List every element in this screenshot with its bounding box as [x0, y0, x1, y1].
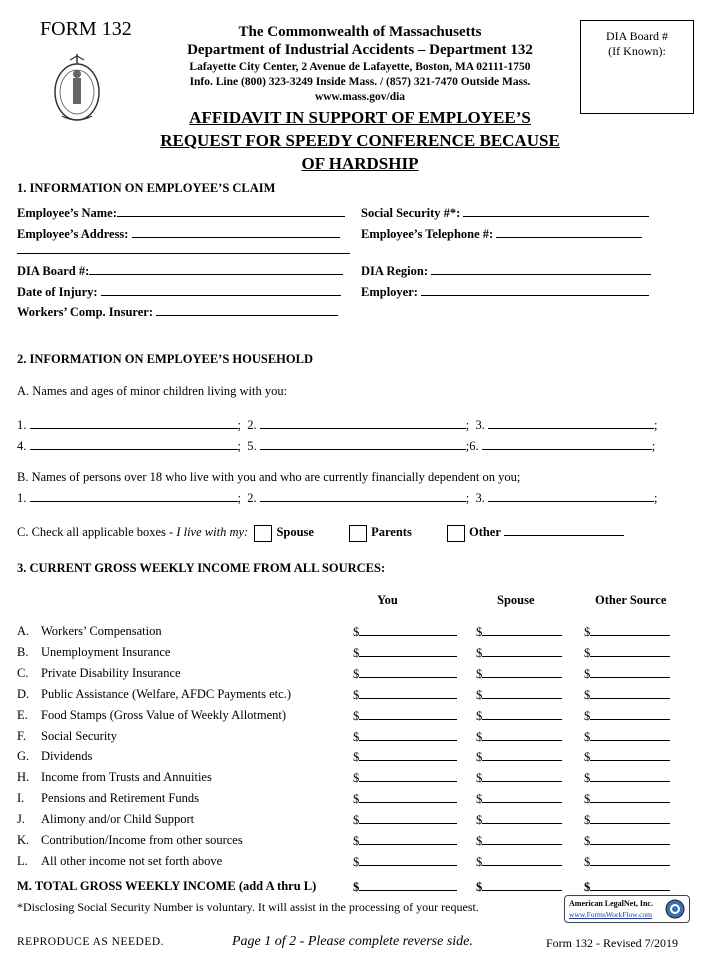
- income-you-field[interactable]: [353, 854, 457, 870]
- item-number: 3.: [475, 418, 485, 432]
- column-header-spouse: Spouse: [497, 593, 535, 607]
- income-spouse-field[interactable]: [476, 833, 562, 849]
- page-indicator: Page 1 of 2 - Please complete reverse side.: [232, 934, 473, 949]
- income-row-letter: D.: [17, 687, 30, 701]
- income-you-field[interactable]: [353, 666, 457, 682]
- employer-label: Employer:: [361, 285, 418, 299]
- income-row-letter: G.: [17, 749, 30, 763]
- form-revision: Form 132 - Revised 7/2019: [546, 936, 678, 950]
- employee-address-field[interactable]: [17, 226, 340, 242]
- dollar-sign: $: [353, 750, 360, 764]
- income-you-field[interactable]: [353, 729, 457, 745]
- income-row-label: Workers’ Compensation: [41, 624, 162, 638]
- separator: ;: [237, 439, 241, 453]
- income-other-field[interactable]: [584, 791, 670, 807]
- dollar-sign: $: [353, 667, 360, 681]
- income-spouse-field[interactable]: [476, 854, 562, 870]
- dollar-sign: $: [476, 792, 483, 806]
- dollar-sign: $: [476, 646, 483, 660]
- income-row-letter: B.: [17, 645, 29, 659]
- checkbox-instruction-italic: I live with my:: [176, 525, 249, 539]
- income-other-field[interactable]: [584, 687, 670, 703]
- ssn-field[interactable]: [361, 205, 649, 221]
- dollar-sign: $: [353, 625, 360, 639]
- dia-box-sublabel: (If Known):: [608, 44, 666, 58]
- dollar-sign: $: [476, 834, 483, 848]
- form-title-line-3: OF HARDSHIP: [301, 154, 419, 173]
- dollar-sign: $: [353, 771, 360, 785]
- household-checkboxes-row: [17, 524, 624, 542]
- item-number: 1.: [17, 491, 27, 505]
- separator: ;: [237, 418, 241, 432]
- other-input[interactable]: [504, 524, 624, 536]
- income-other-field[interactable]: [584, 770, 670, 786]
- employee-name-field[interactable]: [17, 205, 345, 221]
- phone-line: Info. Line (800) 323-3249 Inside Mass. / (857) 321-7470 Outside Mass.: [189, 76, 531, 88]
- separator: ;: [465, 418, 470, 432]
- income-spouse-field[interactable]: [476, 687, 562, 703]
- dollar-sign: $: [476, 625, 483, 639]
- total-spouse-field[interactable]: [476, 879, 562, 895]
- dollar-sign: $: [476, 730, 483, 744]
- dollar-sign: $: [476, 880, 483, 894]
- income-row-label: All other income not set forth above: [41, 854, 223, 868]
- income-spouse-field[interactable]: [476, 791, 562, 807]
- income-row-label: Dividends: [41, 749, 93, 763]
- item-number: 2.: [247, 491, 257, 505]
- total-you-field[interactable]: [353, 879, 457, 895]
- income-row-label: Food Stamps (Gross Value of Weekly Allotment): [41, 708, 287, 722]
- dollar-sign: $: [476, 750, 483, 764]
- date-of-injury-label: Date of Injury:: [17, 285, 98, 299]
- form-title-line-1: AFFIDAVIT IN SUPPORT OF EMPLOYEE’S: [189, 108, 531, 127]
- section-1-heading: 1. INFORMATION ON EMPLOYEE’S CLAIM: [17, 181, 276, 195]
- item-number: 2.: [247, 418, 257, 432]
- income-other-field[interactable]: [584, 645, 670, 661]
- commonwealth-heading: The Commonwealth of Massachusetts: [238, 24, 482, 40]
- income-you-field[interactable]: [353, 833, 457, 849]
- dollar-sign: $: [584, 646, 591, 660]
- dia-board-label: DIA Board #:: [17, 264, 90, 278]
- massachusetts-seal-icon: [52, 50, 102, 126]
- dia-board-field[interactable]: [17, 263, 343, 279]
- minor-children-label: A. Names and ages of minor children living with you:: [17, 384, 288, 398]
- income-spouse-field[interactable]: [476, 708, 562, 724]
- separator: ;: [653, 418, 658, 432]
- income-spouse-field[interactable]: [476, 770, 562, 786]
- dollar-sign: $: [353, 880, 360, 894]
- minor-children-row-1[interactable]: [17, 417, 657, 433]
- income-row-label: Private Disability Insurance: [41, 666, 181, 680]
- dollar-sign: $: [584, 688, 591, 702]
- income-row-letter: H.: [17, 770, 30, 784]
- income-other-field[interactable]: [584, 749, 670, 765]
- income-spouse-field[interactable]: [476, 812, 562, 828]
- dia-region-field[interactable]: [361, 263, 651, 279]
- item-number: 5.: [247, 439, 257, 453]
- employer-field[interactable]: [361, 284, 649, 300]
- income-row-letter: F.: [17, 729, 27, 743]
- item-number: 3.: [475, 491, 485, 505]
- checkbox-instruction: C. Check all applicable boxes -: [17, 525, 174, 539]
- dollar-sign: $: [584, 771, 591, 785]
- income-other-field[interactable]: [584, 854, 670, 870]
- dollar-sign: $: [584, 730, 591, 744]
- parents-label: Parents: [371, 525, 412, 539]
- income-row-label: Pensions and Retirement Funds: [41, 791, 199, 805]
- dollar-sign: $: [476, 667, 483, 681]
- dollar-sign: $: [584, 667, 591, 681]
- dollar-sign: $: [584, 750, 591, 764]
- income-you-field[interactable]: [353, 708, 457, 724]
- income-row-letter: A.: [17, 624, 30, 638]
- dollar-sign: $: [584, 792, 591, 806]
- income-spouse-field[interactable]: [476, 749, 562, 765]
- dollar-sign: $: [476, 688, 483, 702]
- separator: ;: [237, 491, 241, 505]
- dollar-sign: $: [476, 771, 483, 785]
- item-number: 1.: [17, 418, 27, 432]
- income-other-field[interactable]: [584, 833, 670, 849]
- employee-address-label: Employee’s Address:: [17, 227, 129, 241]
- dollar-sign: $: [353, 646, 360, 660]
- dollar-sign: $: [584, 880, 591, 894]
- dollar-sign: $: [584, 834, 591, 848]
- website-line: www.mass.gov/dia: [314, 91, 406, 103]
- dollar-sign: $: [476, 813, 483, 827]
- ssn-disclosure-note: *Disclosing Social Security Number is voluntary. It will assist in the processing of your request.: [17, 900, 479, 914]
- income-row-label: Income from Trusts and Annuities: [41, 770, 212, 784]
- dollar-sign: $: [353, 688, 360, 702]
- income-spouse-field[interactable]: [476, 624, 562, 640]
- form-title-line-2: REQUEST FOR SPEEDY CONFERENCE BECAUSE: [160, 131, 560, 150]
- other-checkbox[interactable]: [447, 525, 465, 542]
- income-other-field[interactable]: [584, 708, 670, 724]
- dollar-sign: $: [584, 709, 591, 723]
- income-spouse-field[interactable]: [476, 729, 562, 745]
- spouse-label: Spouse: [276, 525, 314, 539]
- income-other-field[interactable]: [584, 812, 670, 828]
- parents-checkbox[interactable]: [349, 525, 367, 542]
- insurer-label: Workers’ Comp. Insurer:: [17, 305, 153, 319]
- income-row-letter: C.: [17, 666, 29, 680]
- total-income-label: M. TOTAL GROSS WEEKLY INCOME (add A thru L): [17, 879, 317, 893]
- total-other-field[interactable]: [584, 879, 670, 895]
- section-3-heading: 3. CURRENT GROSS WEEKLY INCOME FROM ALL SOURCES:: [17, 561, 386, 575]
- dollar-sign: $: [584, 855, 591, 869]
- income-spouse-field[interactable]: [476, 666, 562, 682]
- dollar-sign: $: [476, 855, 483, 869]
- department-heading: Department of Industrial Accidents – Department 132: [187, 42, 533, 58]
- dia-board-box[interactable]: [580, 20, 694, 114]
- insurer-field[interactable]: [17, 304, 338, 320]
- column-header-you: You: [377, 593, 398, 607]
- dependents-label: B. Names of persons over 18 who live with you and who are currently financially dependent on you;: [17, 470, 521, 484]
- item-number: 4.: [17, 439, 27, 453]
- logo-company: American LegalNet, Inc.: [569, 899, 653, 908]
- income-you-field[interactable]: [353, 791, 457, 807]
- separator: ;: [465, 491, 470, 505]
- dollar-sign: $: [353, 792, 360, 806]
- dependents-row-1[interactable]: [17, 490, 657, 506]
- separator: ;: [653, 491, 658, 505]
- income-you-field[interactable]: [353, 770, 457, 786]
- form-number: FORM 132: [40, 18, 132, 40]
- american-legalnet-logo: [564, 895, 690, 923]
- date-of-injury-field[interactable]: [17, 284, 341, 300]
- income-you-field[interactable]: [353, 624, 457, 640]
- other-label: Other: [468, 525, 501, 539]
- income-other-field[interactable]: [584, 666, 670, 682]
- minor-children-row-2[interactable]: [17, 438, 655, 454]
- ssn-label: Social Security #*:: [361, 206, 461, 220]
- income-row-label: Social Security: [41, 729, 118, 743]
- income-other-field[interactable]: [584, 624, 670, 640]
- income-you-field[interactable]: [353, 749, 457, 765]
- income-row-label: Public Assistance (Welfare, AFDC Payments etc.): [41, 687, 291, 701]
- income-row-label: Contribution/Income from other sources: [41, 833, 243, 847]
- employee-address-line-2[interactable]: [17, 245, 350, 254]
- income-row-label: Alimony and/or Child Support: [41, 812, 195, 826]
- section-2-heading: 2. INFORMATION ON EMPLOYEE’S HOUSEHOLD: [17, 352, 313, 366]
- logo-url[interactable]: www.FormsWorkFlow.com: [569, 910, 653, 919]
- income-row-letter: L.: [17, 854, 28, 868]
- dia-region-label: DIA Region:: [361, 264, 429, 278]
- income-row-letter: I.: [17, 791, 25, 805]
- dollar-sign: $: [353, 730, 360, 744]
- dia-box-label: DIA Board #: [606, 29, 668, 43]
- separator: ;: [465, 439, 470, 453]
- dollar-sign: $: [584, 625, 591, 639]
- reproduce-note: REPRODUCE AS NEEDED.: [17, 936, 165, 948]
- income-row-letter: J.: [17, 812, 25, 826]
- employee-name-label: Employee’s Name:: [17, 206, 117, 220]
- dollar-sign: $: [353, 855, 360, 869]
- income-you-field[interactable]: [353, 645, 457, 661]
- income-row-letter: K.: [17, 833, 30, 847]
- globe-icon: [664, 898, 686, 920]
- dollar-sign: $: [353, 813, 360, 827]
- separator: ;: [651, 439, 656, 453]
- income-row-label: Unemployment Insurance: [41, 645, 171, 659]
- item-number: 6.: [469, 439, 479, 453]
- income-row-letter: E.: [17, 708, 28, 722]
- income-you-field[interactable]: [353, 687, 457, 703]
- dollar-sign: $: [584, 813, 591, 827]
- income-you-field[interactable]: [353, 812, 457, 828]
- dollar-sign: $: [353, 834, 360, 848]
- spouse-checkbox[interactable]: [254, 525, 272, 542]
- employee-telephone-label: Employee’s Telephone #:: [361, 227, 494, 241]
- dollar-sign: $: [353, 709, 360, 723]
- income-other-field[interactable]: [584, 729, 670, 745]
- dollar-sign: $: [476, 709, 483, 723]
- employee-telephone-field[interactable]: [361, 226, 642, 242]
- income-spouse-field[interactable]: [476, 645, 562, 661]
- address-line: Lafayette City Center, 2 Avenue de Lafayette, Boston, MA 02111-1750: [189, 61, 531, 73]
- column-header-other-source: Other Source: [595, 593, 667, 607]
